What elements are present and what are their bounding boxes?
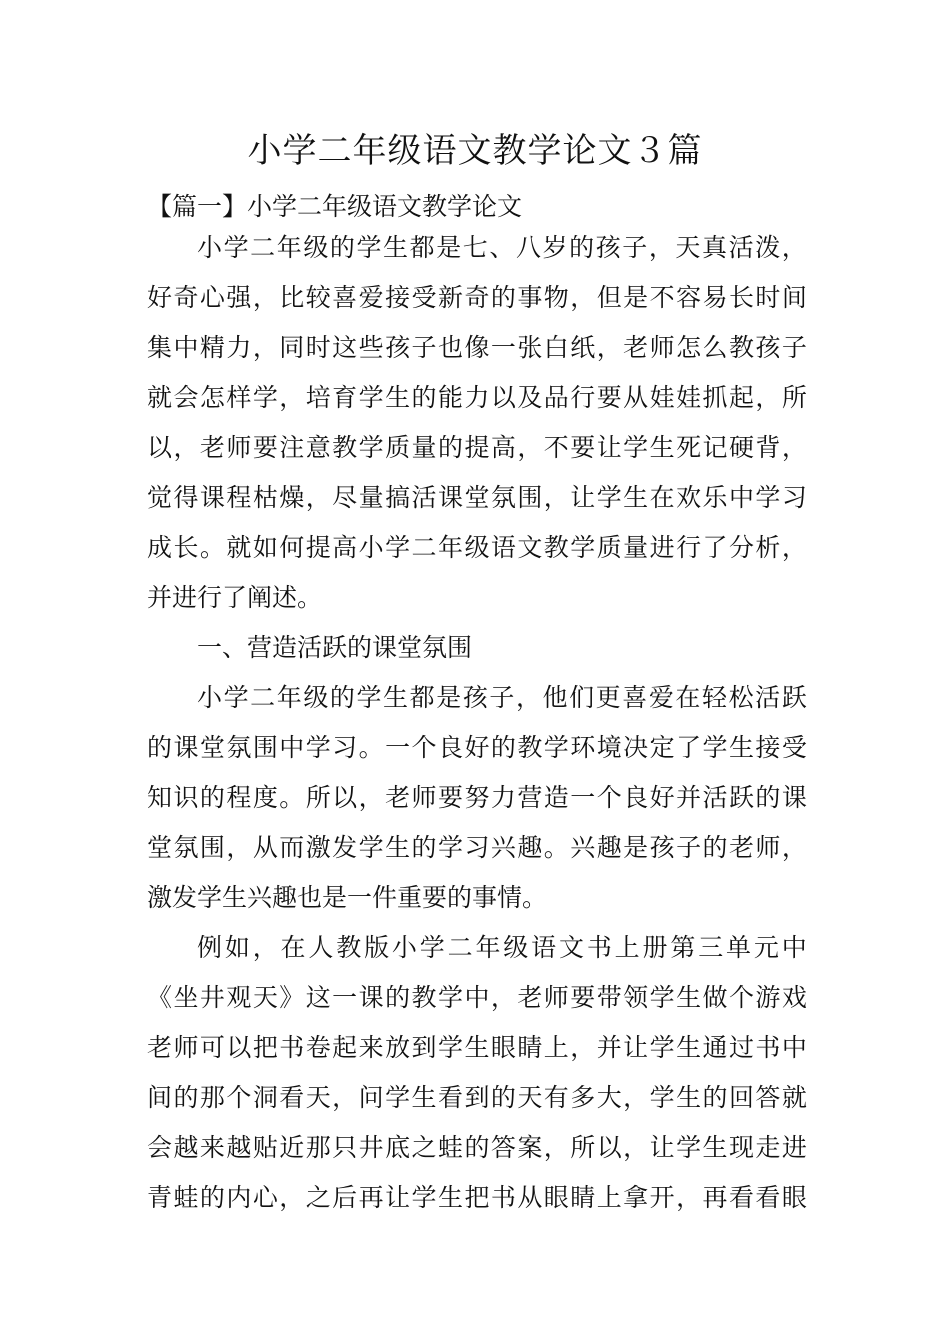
paragraph-line: 堂 氛 围 ， 从 而 激 发 学 生 的 学 习 兴 趣 。 兴 趣 是 孩 子 的 老 师 ， bbox=[147, 833, 807, 862]
paragraph-line: 成 长 。 就 如 何 提 高 小 学 二 年 级 语 文 教 学 质 量 进 行 了 分 析 ， bbox=[147, 533, 807, 562]
paragraph-line: 知 识 的 程 度 。 所 以 ， 老 师 要 努 力 营 造 一 个 良 好 并 活 跃 的 课 bbox=[147, 783, 807, 812]
paragraph-line: 觉 得 课 程 枯 燥 ， 尽 量 搞 活 课 堂 氛 围 ， 让 学 生 在 欢 乐 中 学 习 bbox=[147, 483, 807, 512]
paragraph-line: 例 如 ， 在 人 教 版 小 学 二 年 级 语 文 书 上 册 第 三 单 元 中 bbox=[197, 933, 807, 962]
document-title: 小学二年级语文教学论文３篇 bbox=[247, 131, 703, 171]
paragraph-line: 集 中 精 力 ， 同 时 这 些 孩 子 也 像 一 张 白 纸 ， 老 师 怎 么 教 孩 子 bbox=[147, 333, 807, 362]
paragraph-line: 小 学 二 年 级 的 学 生 都 是 七 、 八 岁 的 孩 子 ， 天 真 活 泼 ， bbox=[197, 233, 807, 262]
paragraph-line: 会 越 来 越 贴 近 那 只 井 底 之 蛙 的 答 案 ， 所 以 ， 让 学 生 现 走 进 bbox=[147, 1133, 807, 1162]
paragraph-line: 以 ， 老 师 要 注 意 教 学 质 量 的 提 高 ， 不 要 让 学 生 死 记 硬 背 ， bbox=[147, 433, 807, 462]
paragraph-line: 的 课 堂 氛 围 中 学 习 。 一 个 良 好 的 教 学 环 境 决 定 了 学 生 接 受 bbox=[147, 733, 807, 762]
paragraph-line: 间 的 那 个 洞 看 天 ， 问 学 生 看 到 的 天 有 多 大 ， 学 生 的 回 答 就 bbox=[147, 1083, 807, 1112]
paragraph-line: 激发学生兴趣也是一件重要的事情。 bbox=[147, 883, 548, 912]
subsection-heading: 一、营造活跃的课堂氛围 bbox=[197, 633, 473, 662]
paragraph-line: 青 蛙 的 内 心 ， 之 后 再 让 学 生 把 书 从 眼 睛 上 拿 开 ， 再 看 看 眼 bbox=[147, 1183, 807, 1212]
paragraph-line: 小 学 二 年 级 的 学 生 都 是 孩 子 ， 他 们 更 喜 爱 在 轻 松 活 跃 bbox=[197, 683, 807, 712]
paragraph-line: 老 师 可 以 把 书 卷 起 来 放 到 学 生 眼 睛 上 ， 并 让 学 生 通 过 书 中 bbox=[147, 1033, 807, 1062]
section-heading: 【篇一】小学二年级语文教学论文 bbox=[147, 192, 523, 221]
paragraph-line: 好 奇 心 强 ， 比 较 喜 爱 接 受 新 奇 的 事 物 ， 但 是 不 容 易 长 时 间 bbox=[147, 283, 807, 312]
paragraph-line: 并进行了阐述。 bbox=[147, 583, 323, 612]
paragraph-line: 就 会 怎 样 学 ， 培 育 学 生 的 能 力 以 及 品 行 要 从 娃 娃 抓 起 ， 所 bbox=[147, 383, 807, 412]
paragraph-line: 《 坐 井 观 天 》 这 一 课 的 教 学 中 ， 老 师 要 带 领 学 生 做 个 游 戏 bbox=[147, 983, 807, 1012]
